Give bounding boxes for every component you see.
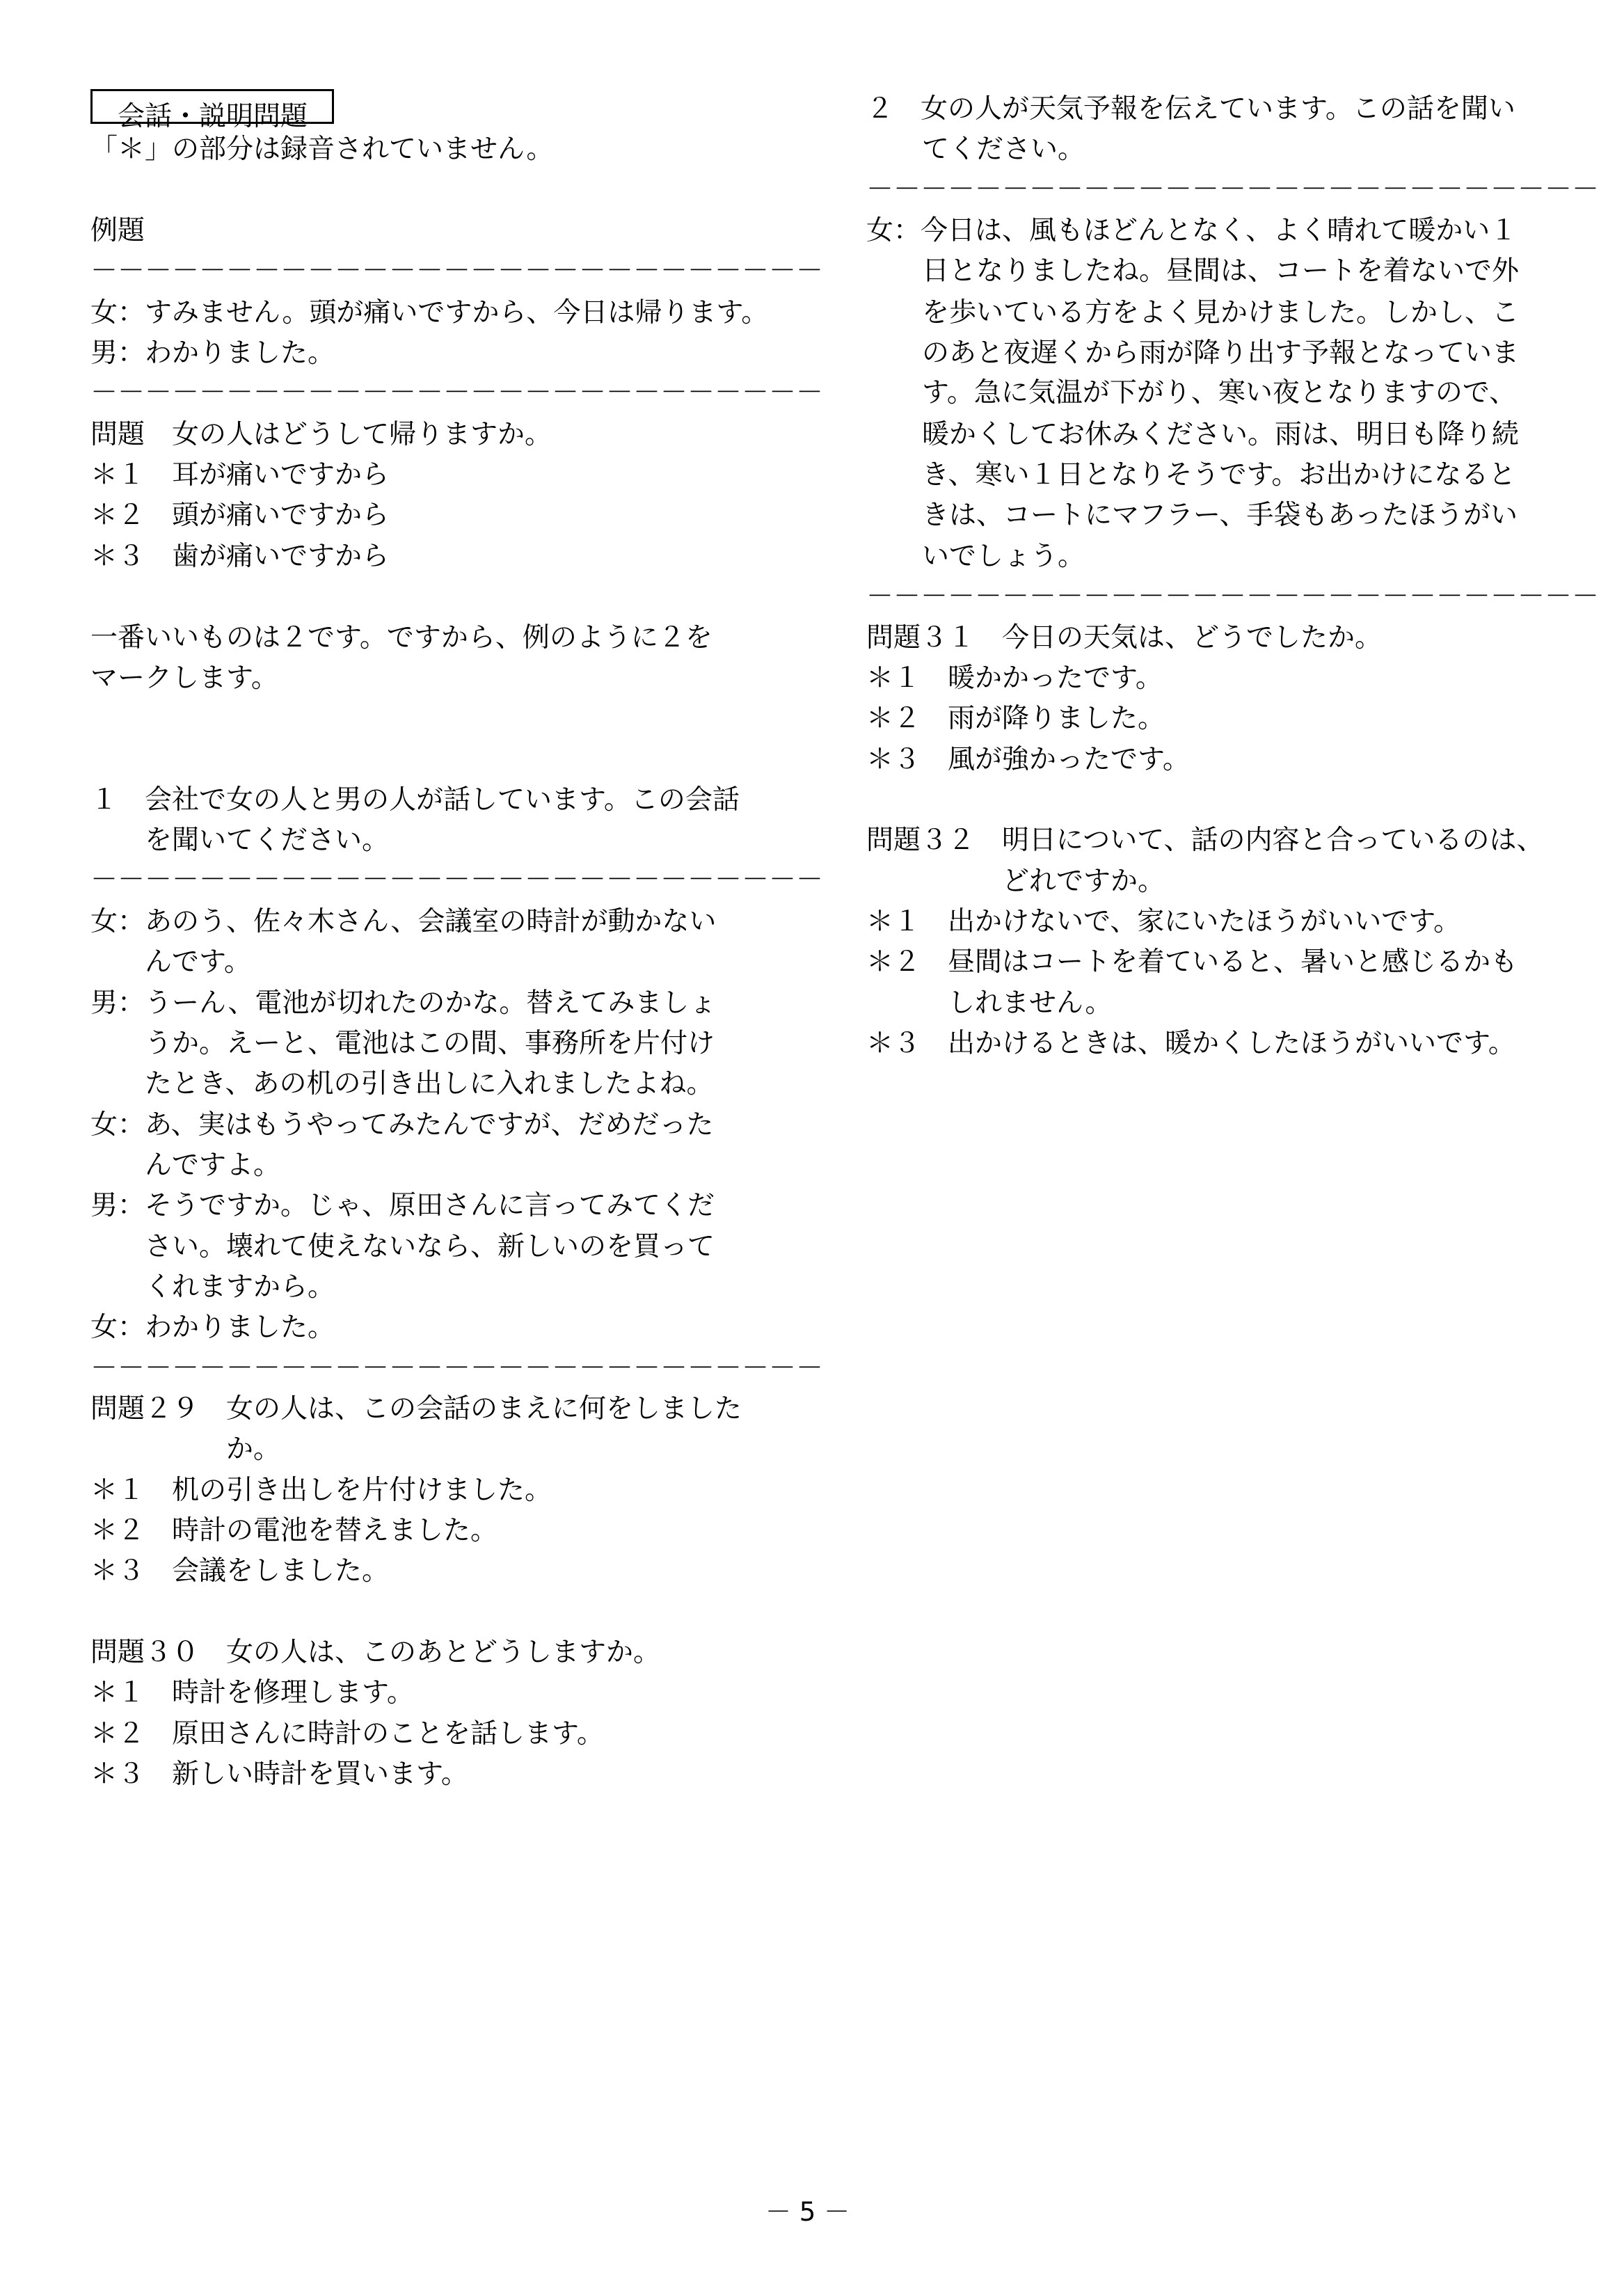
divider: －－－－－－－－－－－－－－－－－－－－－－－－－－－ <box>90 1353 824 1384</box>
dialogue-line: んですよ。 <box>145 1150 281 1181</box>
dialogue-line: きは、コートにマフラー、手袋もあったほうがい <box>922 500 1518 531</box>
dialogue-line: うか。えーと、電池はこの間、事務所を片付け <box>145 1028 715 1059</box>
question-32: 問題３２ 明日について、話の内容と合っているのは、 <box>866 825 1544 856</box>
answer-option: ＊３ 新しい時計を買います。 <box>90 1759 468 1790</box>
question-29: 問題２９ 女の人は、この会話のまえに何をしました <box>90 1393 742 1425</box>
divider: －－－－－－－－－－－－－－－－－－－－－－－－－－－ <box>90 864 824 896</box>
part1-intro: を聞いてください。 <box>145 825 390 856</box>
dialogue-line: 女：わかりました。 <box>90 1312 335 1343</box>
answer-option: ＊３ 出かけるときは、暖かくしたほうがいいです。 <box>866 1028 1515 1059</box>
dialogue-line: たとき、あの机の引き出しに入れましたよね。 <box>145 1068 714 1100</box>
recording-note: 「＊」の部分は録音されていません。 <box>90 134 554 165</box>
part1-intro: １ 会社で女の人と男の人が話しています。この会話 <box>90 784 740 816</box>
dialogue-line: 暖かくしてお休みください。雨は、明日も降り続 <box>922 419 1520 450</box>
dialogue-line: のあと夜遅くから雨が降り出す予報となっていま <box>922 338 1520 369</box>
explanation-line: マークします。 <box>90 662 278 694</box>
answer-option: しれません。 <box>948 987 1113 1019</box>
answer-option: ＊２ 頭が痛いですから <box>90 500 390 531</box>
answer-option: ＊２ 雨が降りました。 <box>866 703 1165 734</box>
question-32: どれですか。 <box>1002 866 1165 897</box>
explanation-line: 一番いいものは２です。ですから、例のように２を <box>90 622 713 653</box>
dialogue-line: 女：あ、実はもうやってみたんですが、だめだった <box>90 1109 714 1141</box>
divider: －－－－－－－－－－－－－－－－－－－－－－－－－－－ <box>866 174 1600 205</box>
dialogue-line: 男：そうですか。じゃ、原田さんに言ってみてくだ <box>90 1190 715 1221</box>
answer-option: ＊３ 歯が痛いですから <box>90 541 390 572</box>
answer-option: ＊１ 時計を修理します。 <box>90 1677 414 1708</box>
question-29: か。 <box>226 1434 281 1465</box>
dialogue-line: 日となりましたね。昼間は、コートを着ないで外 <box>922 255 1520 287</box>
part2-intro: てください。 <box>922 134 1085 165</box>
dialogue-line: 女：今日は、風もほどんとなく、よく晴れて暖かい１ <box>866 215 1518 246</box>
dialogue-line: 女：あのう、佐々木さん、会議室の時計が動かない <box>90 906 717 937</box>
dialogue-line: き、寒い１日となりそうです。お出かけになると <box>922 459 1516 491</box>
divider: －－－－－－－－－－－－－－－－－－－－－－－－－－－ <box>90 377 824 408</box>
section-title-box <box>90 89 334 132</box>
answer-option: ＊１ 机の引き出しを片付けました。 <box>90 1475 552 1506</box>
example-heading: 例題 <box>90 215 145 246</box>
part2-intro: ２ 女の人が天気予報を伝えています。この話を聞い <box>866 93 1515 125</box>
dialogue-line: いでしょう。 <box>922 541 1085 572</box>
answer-option: ＊１ 出かけないで、家にいたほうがいいです。 <box>866 906 1461 937</box>
answer-option: ＊２ 時計の電池を替えました。 <box>90 1515 498 1546</box>
section-title: 会話・説明問題 <box>118 101 308 132</box>
dialogue-line: 女：すみません。頭が痛いですから、今日は帰ります。 <box>90 297 769 328</box>
dialogue-line: さい。壊れて使えないなら、新しいのを買って <box>145 1231 715 1262</box>
answer-option: ＊１ 耳が痛いですから <box>90 459 390 491</box>
divider: －－－－－－－－－－－－－－－－－－－－－－－－－－－ <box>866 581 1600 612</box>
answer-option: ＊２ 昼間はコートを着ていると、暑いと感じるかも <box>866 946 1518 978</box>
example-question: 問題 女の人はどうして帰りますか。 <box>90 419 552 450</box>
answer-option: ＊１ 暖かかったです。 <box>866 662 1163 694</box>
dialogue-line: くれますから。 <box>145 1271 335 1303</box>
dialogue-line: んです。 <box>145 946 251 978</box>
divider: －－－－－－－－－－－－－－－－－－－－－－－－－－－ <box>90 255 824 287</box>
answer-option: ＊３ 風が強かったです。 <box>866 744 1190 775</box>
question-31: 問題３１ 今日の天気は、どうでしたか。 <box>866 622 1383 653</box>
dialogue-line: 男：うーん、電池が切れたのかな。替えてみましょ <box>90 987 717 1019</box>
page-number: － 5 － <box>765 2197 850 2227</box>
dialogue-line: 男：わかりました。 <box>90 338 335 369</box>
dialogue-line: を歩いている方をよく見かけました。しかし、こ <box>922 297 1520 328</box>
question-30: 問題３０ 女の人は、このあとどうしますか。 <box>90 1637 661 1668</box>
dialogue-line: す。急に気温が下がり、寒い夜となりますので、 <box>922 377 1517 408</box>
answer-option: ＊３ 会議をしました。 <box>90 1555 390 1587</box>
answer-option: ＊２ 原田さんに時計のことを話します。 <box>90 1718 604 1749</box>
